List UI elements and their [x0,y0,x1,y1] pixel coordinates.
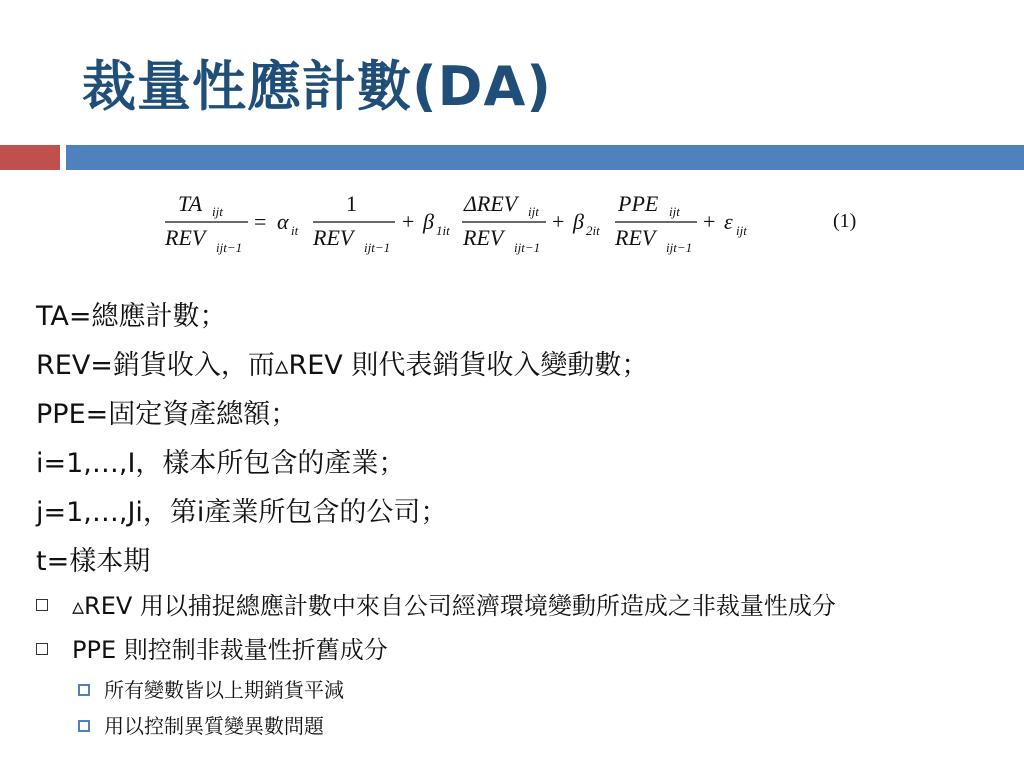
formula-equals: = [254,209,267,234]
definition-i: i=1,…,I，樣本所包含的產業； [36,448,406,479]
square-bullet-icon [78,720,90,732]
sub-bullet-text: 用以控制異質變異數問題 [104,714,324,738]
formula-delta-rev-sub: ijt [528,204,539,219]
definition-j: j=1,…,Ji，第i產業所包含的公司； [36,497,448,528]
formula-one: 1 [346,191,357,216]
formula-lhs-num: TA [178,191,203,216]
formula-den-3: REV [615,225,656,250]
formula-epsilon: ε [724,209,733,234]
formula-den-2: REV [463,225,504,250]
formula-epsilon-sub: ijt [736,223,747,238]
da-formula [160,183,880,263]
formula-lhs-den-sub: ijt−1 [216,240,243,255]
sub-bullet-text: 所有變數皆以上期銷貨平減 [104,678,344,702]
definition-list [36,292,648,586]
formula-beta1-sub: 1it [436,223,450,238]
square-bullet-icon [36,599,48,611]
formula-beta2-sub: 2it [586,223,600,238]
formula-delta-rev: ΔREV [464,191,518,216]
formula-lhs-num-sub: ijt [212,204,223,219]
formula-lhs-den: REV [165,225,206,250]
formula-den-1-sub: ijt−1 [364,240,391,255]
formula-alpha: α [277,209,289,234]
square-bullet-icon [78,684,90,696]
formula-den-2-sub: ijt−1 [514,240,541,255]
formula-den-1: REV [313,225,354,250]
formula-ppe: PPE [618,191,659,216]
formula-plus-2: + [552,209,565,234]
bullet-item [36,632,388,668]
bullet-item [36,588,836,624]
formula-beta1: β [423,209,434,234]
sub-bullet-item [78,710,324,742]
definition-t: t=樣本期 [36,546,151,577]
slide-title: 裁量性應計數(DA) [82,55,552,118]
definition-ppe: PPE=固定資產總額； [36,399,298,430]
square-bullet-icon [36,643,48,655]
definition-ta: TA=總應計數； [36,301,227,332]
formula-beta2: β [573,209,584,234]
bullet-text: PPE 則控制非裁量性折舊成分 [72,636,388,664]
formula-plus-1: + [402,209,415,234]
definition-rev: REV=銷貨收入，而▵REV 則代表銷貨收入變動數； [36,350,649,381]
sub-bullet-item [78,674,344,706]
accent-bar-red [0,145,60,170]
formula-number: (1) [833,210,857,232]
formula-plus-3: + [703,209,716,234]
formula-alpha-sub: it [291,223,299,238]
formula-ppe-sub: ijt [669,204,680,219]
accent-bar-blue [66,145,1024,170]
formula-den-3-sub: ijt−1 [666,240,693,255]
bullet-text: ▵REV 用以捕捉總應計數中來自公司經濟環境變動所造成之非裁量性成分 [72,592,836,620]
